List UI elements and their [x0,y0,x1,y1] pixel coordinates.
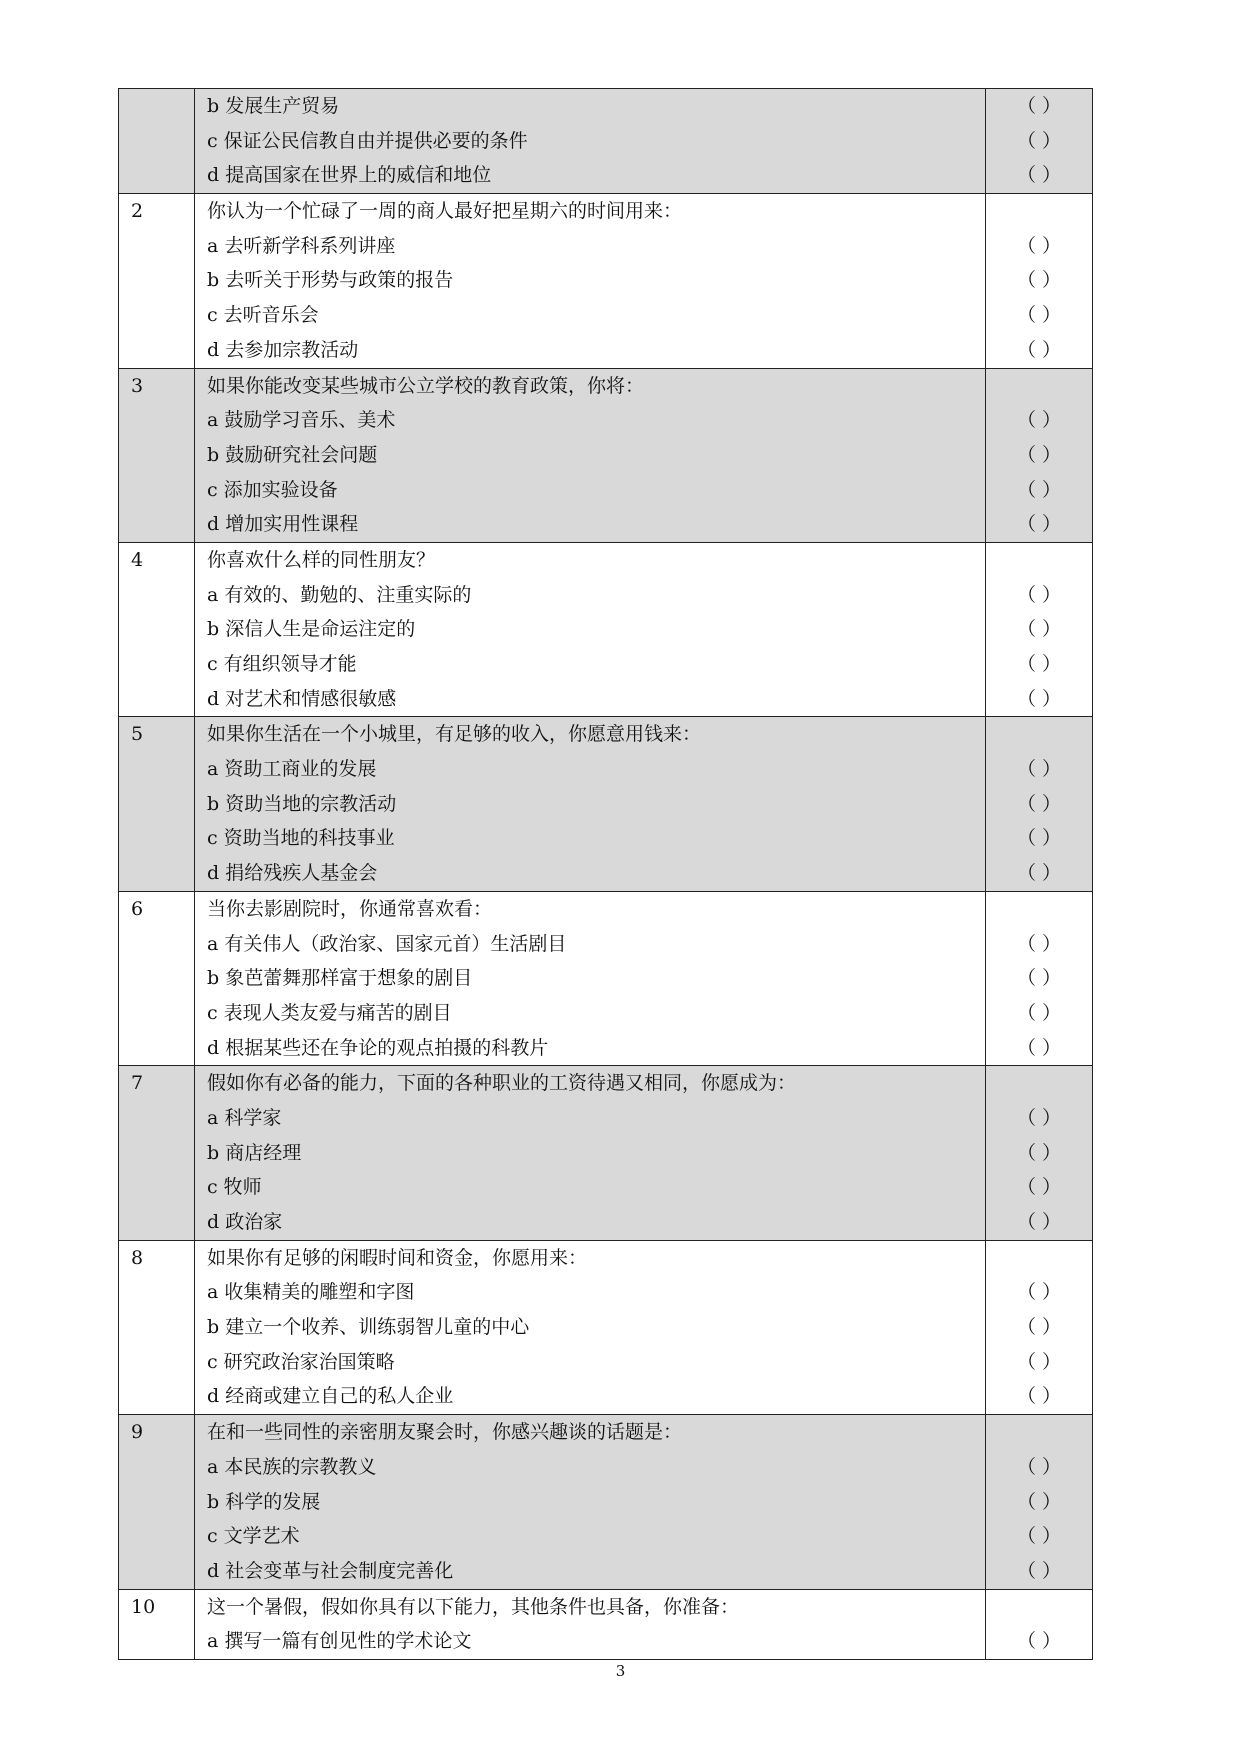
question-row [119,717,1093,891]
option-text: b 去听关于形势与政策的报告 [207,269,454,292]
answer-mark[interactable]: （ ） [1016,95,1062,117]
option-text: c 资助当地的科技事业 [207,827,395,850]
option-text: a 收集精美的雕塑和字图 [207,1281,415,1304]
question-text-cell [195,1589,986,1659]
question-number: 9 [131,1421,144,1444]
answer-spacer [986,1066,1092,1101]
option-text: d 政治家 [207,1211,283,1233]
question-prompt: 如果你有足够的闲暇时间和资金，你愿用来： [207,1246,588,1269]
option-text: a 本民族的宗教教义 [207,1455,377,1478]
answer-mark[interactable]: （ ） [1016,758,1062,781]
answer-spacer [986,194,1092,229]
answer-spacer [986,892,1092,927]
answer-mark[interactable]: （ ） [1016,304,1062,327]
answer-mark[interactable]: （ ） [1016,1490,1062,1513]
answer-mark[interactable]: （ ） [1016,1141,1062,1164]
answer-cell [986,1240,1093,1414]
question-number-cell [119,1589,195,1659]
option-text: c 有组织领导才能 [207,653,357,675]
question-number: 4 [131,548,144,571]
option-text: d 社会变革与社会制度完善化 [207,1559,454,1582]
option-text: b 象芭蕾舞那样富于想象的剧目 [207,967,473,990]
answer-mark[interactable]: （ ） [1016,164,1062,187]
option-text: b 科学的发展 [207,1490,321,1513]
question-row [119,891,1093,1065]
answer-mark[interactable]: （ ） [1016,1001,1062,1024]
question-text-cell [195,1240,986,1414]
questionnaire-table [118,88,1093,1660]
question-row [119,542,1093,716]
answer-mark[interactable]: （ ） [1016,1176,1062,1199]
answer-mark[interactable]: （ ） [1016,338,1062,361]
answer-spacer [986,1415,1092,1450]
question-prompt: 你认为一个忙碌了一周的商人最好把星期六的时间用来： [207,200,683,223]
answer-spacer [986,717,1092,752]
question-number-cell [119,368,195,542]
question-prompt: 假如你有必备的能力，下面的各种职业的工资待遇又相同，你愿成为： [207,1072,797,1095]
question-number-cell [119,1066,195,1240]
answer-mark[interactable]: （ ） [1016,1525,1062,1548]
question-row [119,89,1093,194]
answer-mark[interactable]: （ ） [1016,234,1062,257]
question-number: 3 [131,374,144,397]
answer-mark[interactable]: （ ） [1016,1036,1062,1059]
question-number: 6 [131,897,144,920]
answer-cell [986,1589,1093,1659]
question-number-cell [119,1415,195,1589]
option-text: c 牧师 [207,1176,262,1199]
option-text: d 增加实用性课程 [207,513,359,536]
option-text: a 撰写一篇有创见性的学术论文 [207,1630,472,1653]
question-number-cell [119,891,195,1065]
question-number: 10 [131,1595,156,1618]
answer-mark[interactable]: （ ） [1016,967,1062,990]
answer-mark[interactable]: （ ） [1016,129,1062,152]
answer-cell [986,891,1093,1065]
answer-mark[interactable]: （ ） [1016,1211,1062,1233]
option-text: c 去听音乐会 [207,304,319,327]
answer-mark[interactable]: （ ） [1016,1455,1062,1478]
option-text: d 提高国家在世界上的威信和地位 [207,164,492,187]
option-text: c 保证公民信教自由并提供必要的条件 [207,129,528,152]
question-number-cell [119,542,195,716]
option-text: a 资助工商业的发展 [207,758,377,781]
answer-cell [986,1415,1093,1589]
option-text: b 建立一个收养、训练弱智儿童的中心 [207,1316,530,1339]
option-text: a 鼓励学习音乐、美术 [207,409,396,432]
answer-mark[interactable]: （ ） [1016,409,1062,432]
question-text-cell [195,194,986,368]
answer-cell [986,542,1093,716]
question-number: 2 [131,200,144,223]
answer-mark[interactable]: （ ） [1016,932,1062,955]
option-text: a 有关伟人（政治家、国家元首）生活剧目 [207,932,567,955]
answer-cell [986,368,1093,542]
option-text: d 去参加宗教活动 [207,338,359,361]
answer-cell [986,89,1093,194]
question-row [119,194,1093,368]
question-row [119,1415,1093,1589]
option-text: b 深信人生是命运注定的 [207,618,416,641]
question-prompt: 如果你能改变某些城市公立学校的教育政策，你将： [207,374,645,397]
answer-mark[interactable]: （ ） [1016,1106,1062,1129]
option-text: d 根据某些还在争论的观点拍摄的科教片 [207,1036,549,1059]
option-text: d 捐给残疾人基金会 [207,862,378,885]
option-text: a 科学家 [207,1106,282,1129]
question-text-cell [195,1415,986,1589]
answer-mark[interactable]: （ ） [1016,792,1062,815]
answer-mark[interactable]: （ ） [1016,862,1062,885]
option-text: d 经商或建立自己的私人企业 [207,1385,454,1408]
question-text-cell [195,368,986,542]
option-text: c 表现人类友爱与痛苦的剧目 [207,1001,452,1024]
answer-spacer [986,369,1092,404]
answer-spacer [986,1590,1092,1625]
question-prompt: 在和一些同性的亲密朋友聚会时，你感兴趣谈的话题是： [207,1421,683,1444]
question-number-cell [119,89,195,194]
option-text: b 发展生产贸易 [207,95,340,117]
question-prompt: 当你去影剧院时，你通常喜欢看： [207,897,493,920]
question-prompt: 如果你生活在一个小城里，有足够的收入，你愿意用钱来： [207,723,702,746]
option-text: c 研究政治家治国策略 [207,1350,395,1373]
question-prompt: 这一个暑假，假如你具有以下能力，其他条件也具备，你准备： [207,1595,740,1618]
option-text: b 资助当地的宗教活动 [207,792,397,815]
answer-mark[interactable]: （ ） [1016,653,1062,675]
question-row [119,1589,1093,1659]
answer-mark[interactable]: （ ） [1016,443,1062,466]
question-row [119,1240,1093,1414]
option-text: b 商店经理 [207,1141,302,1164]
question-number-cell [119,1240,195,1414]
option-text: a 去听新学科系列讲座 [207,234,396,257]
answer-mark[interactable]: （ ） [1016,478,1062,501]
question-number: 7 [131,1072,144,1095]
answer-mark[interactable]: （ ） [1016,513,1062,536]
answer-mark[interactable]: （ ） [1016,1316,1062,1339]
question-text-cell [195,891,986,1065]
answer-mark[interactable]: （ ） [1016,583,1062,606]
option-text: c 文学艺术 [207,1525,300,1548]
answer-mark[interactable]: （ ） [1016,1281,1062,1304]
question-number: 5 [131,723,144,746]
answer-mark[interactable]: （ ） [1016,1350,1062,1373]
page-number: 3 [615,1662,626,1680]
answer-cell [986,1066,1093,1240]
question-number-cell [119,717,195,891]
answer-mark[interactable]: （ ） [1016,1630,1062,1653]
option-text: a 有效的、勤勉的、注重实际的 [207,583,472,606]
question-number: 8 [131,1246,144,1269]
answer-mark[interactable]: （ ） [1016,618,1062,641]
answer-mark[interactable]: （ ） [1016,1385,1062,1408]
question-number [131,89,194,124]
question-prompt: 你喜欢什么样的同性朋友？ [207,548,436,571]
question-number-cell [119,194,195,368]
question-text-cell [195,717,986,891]
question-text-cell [195,89,986,194]
option-text: d 对艺术和情感很敏感 [207,687,397,710]
answer-mark[interactable]: （ ） [1016,827,1062,850]
answer-mark[interactable]: （ ） [1016,1559,1062,1582]
option-text: c 添加实验设备 [207,478,338,501]
option-text: b 鼓励研究社会问题 [207,443,378,466]
answer-cell [986,194,1093,368]
question-row [119,1066,1093,1240]
answer-mark[interactable]: （ ） [1016,269,1062,292]
question-text-cell [195,542,986,716]
question-row [119,368,1093,542]
answer-spacer [986,543,1092,578]
answer-cell [986,717,1093,891]
question-text-cell [195,1066,986,1240]
answer-mark[interactable]: （ ） [1016,687,1062,710]
answer-spacer [986,1241,1092,1276]
